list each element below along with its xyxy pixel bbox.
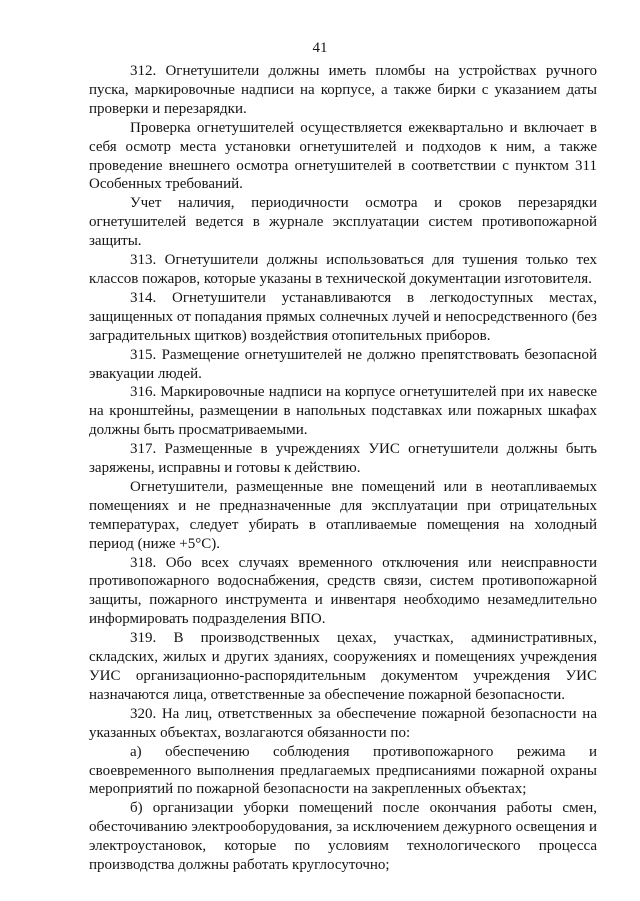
paragraph-inspection: Проверка огнетушителей осуществляется ежеквартально и включает в себя осмотр места установки огнетушителей и подходов к ним, а также проведение внешнего осмотра огнетушителей в соответствии с пунктом 311 Особенных требований. <box>89 119 597 193</box>
paragraph-317: 317. Размещенные в учреждениях УИС огнетушители должны быть заряжены, исправны и готовы к действию. <box>89 441 597 477</box>
paragraph-320-b: б) организации уборки помещений после окончания работы смен, обесточиванию электрооборудования, за исключением дежурного освещения и электроустановок, которые по условиям технологического процесса производства должны работать круглосуточно; <box>89 800 597 874</box>
paragraph-312: 312. Огнетушители должны иметь пломбы на устройствах ручного пуска, маркировочные надписи на корпусе, а также бирки с указанием даты проверки и перезарядки. <box>89 63 597 117</box>
document-text <box>89 62 597 875</box>
paragraph-318: 318. Обо всех случаях временного отключения или неисправности противопожарного водоснабжения, средств связи, систем противопожарной защиты, пожарного инструмента и инвентаря необходимо незамедлительно информировать подразделения ВПО. <box>89 554 597 628</box>
paragraph-314: 314. Огнетушители устанавливаются в легкодоступных местах, защищенных от попадания прямых солнечных лучей и непосредственного (без заградительных щитков) воздействия отопительных приборов. <box>89 289 597 344</box>
paragraph-313: 313. Огнетушители должны использоваться для тушения только тех классов пожаров, которые указаны в технической документации изготовителя. <box>89 252 597 287</box>
paragraph-accounting: Учет наличия, периодичности осмотра и сроков перезарядки огнетушителей ведется в журнале эксплуатации систем противопожарной защиты. <box>89 195 597 250</box>
paragraph-320-a: а) обеспечению соблюдения противопожарного режима и своевременного выполнения предлагаемых предписаниями пожарной охраны мероприятий по пожарной безопасности на закрепленных объектах; <box>89 743 597 798</box>
paragraph-319: 319. В производственных цехах, участках, административных, складских, жилых и других зданиях, сооружениях и помещениях учреждения УИС организационно-распорядительным документом учреждения УИС назначаются лица, ответственные за обеспечение пожарной безопасности. <box>89 630 597 703</box>
paragraph-cold-storage: Огнетушители, размещенные вне помещений или в неотапливаемых помещениях и не предназначенные для эксплуатации при отрицательных температурах, следует убирать в отапливаемые помещения на холодный период (ниже +5°C). <box>89 478 597 552</box>
paragraph-315: 315. Размещение огнетушителей не должно препятствовать безопасной эвакуации людей. <box>89 346 597 382</box>
page-number: 41 <box>312 40 328 56</box>
paragraph-320: 320. На лиц, ответственных за обеспечение пожарной безопасности на указанных объектах, возлагаются обязанности по: <box>89 705 597 741</box>
paragraph-316: 316. Маркировочные надписи на корпусе огнетушителей при их навеске на кронштейны, размещении в напольных подставках или пожарных шкафах должны быть просматриваемыми. <box>89 384 597 439</box>
